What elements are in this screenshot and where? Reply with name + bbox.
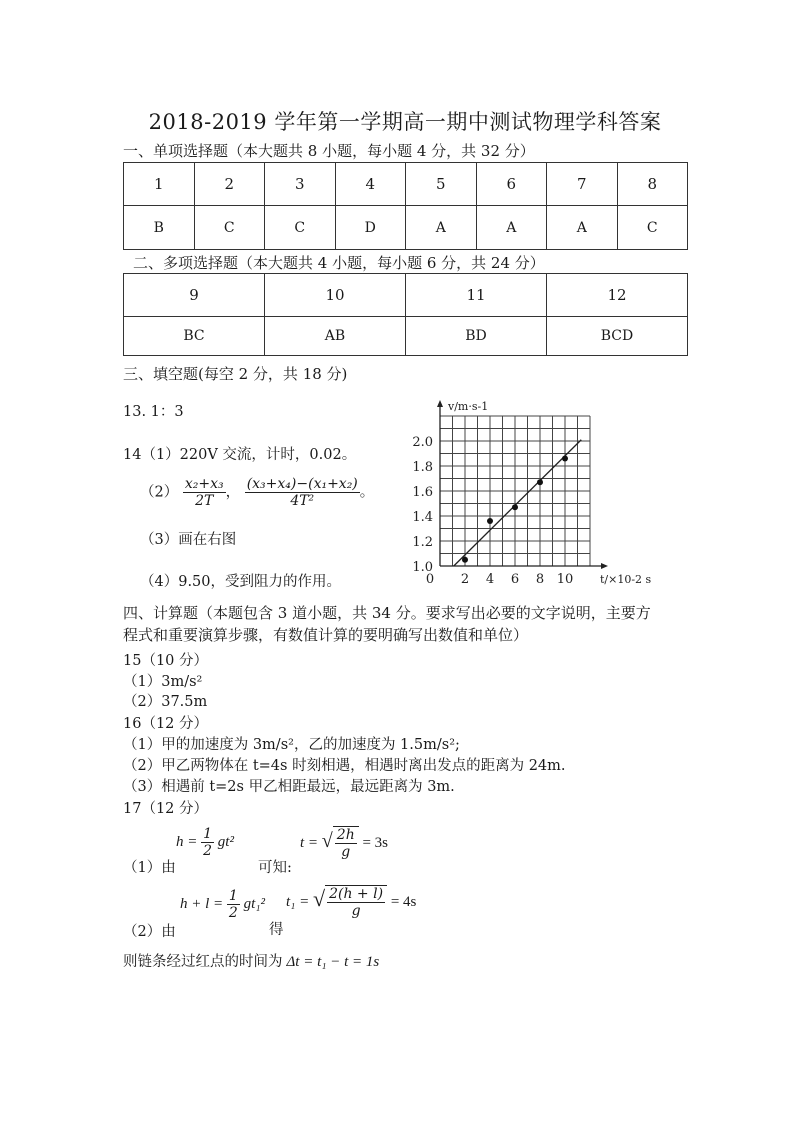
section4-heading-line1: 四、计算题（本题包含 3 道小题，共 34 分。要求写出必要的文字说明，主要方 xyxy=(123,604,651,622)
q17-2-mid: 得 xyxy=(269,922,284,938)
q17-1-sqrt-frac xyxy=(335,827,357,860)
single-choice-answer-5: A xyxy=(406,206,477,250)
single-choice-answer-7: A xyxy=(547,206,618,250)
q15-answer-2: （2）37.5m xyxy=(123,694,208,710)
answer-14-2-label: （2） xyxy=(140,484,179,501)
y-tick-label: 1.8 xyxy=(412,460,433,475)
fraction-1-den: 2T xyxy=(195,493,214,509)
multi-choice-answer-3: BD xyxy=(406,317,547,356)
section1-heading: 一、单项选择题（本大题共 8 小题，每小题 4 分，共 32 分） xyxy=(123,142,535,160)
single-choice-number-6: 6 xyxy=(476,163,547,206)
q17-1-half-den: 2 xyxy=(203,843,213,859)
section3-heading: 三、填空题(每空 2 分，共 18 分) xyxy=(123,365,348,383)
answer-14-2 xyxy=(140,476,374,509)
q17-1-half xyxy=(201,826,214,859)
answer-14-4: （4）9.50，受到阻力的作用。 xyxy=(140,574,342,590)
section2-heading: 二、多项选择题（本大题共 4 小题，每小题 6 分，共 24 分） xyxy=(133,254,545,272)
q15-heading: 15（10 分） xyxy=(123,653,209,669)
answer-14-2-end: 。 xyxy=(359,484,375,501)
y-tick-label: 1.6 xyxy=(412,485,433,500)
y-tick-label: 2.0 xyxy=(412,435,433,450)
origin-label: 0 xyxy=(425,572,435,587)
q17-2-prefix: （2）由 xyxy=(123,924,176,940)
x-tick-label: 10 xyxy=(556,572,574,587)
single-choice-number-1: 1 xyxy=(124,163,195,206)
q17-2-sqrt-den: g xyxy=(351,903,361,919)
multi-choice-number-4: 12 xyxy=(547,274,688,317)
fraction-2-num: (x₃+x₄)−(x₁+x₂) xyxy=(246,476,358,492)
q17-2-lhs: h + l = xyxy=(180,895,224,912)
data-point xyxy=(562,456,568,462)
q17-3-line xyxy=(123,950,379,971)
sqrt-sign-icon: √ xyxy=(313,885,326,911)
velocity-time-chart xyxy=(408,398,660,590)
single-choice-number-2: 2 xyxy=(194,163,265,206)
q17-3-text: 则链条经过红点的时间为 xyxy=(123,954,283,970)
y-tick-label: 1.0 xyxy=(412,560,433,575)
q17-2-t: t₁ = xyxy=(286,893,310,910)
q17-1-formula-t xyxy=(300,826,388,860)
q17-1-rhs: gt² xyxy=(217,833,234,850)
fraction-1-num: x₂+x₃ xyxy=(184,476,224,492)
fraction-2 xyxy=(245,476,360,509)
q17-1-sqrt-num: 2h xyxy=(336,827,355,843)
answer-13: 13. 1：3 xyxy=(123,404,184,420)
data-point xyxy=(462,557,468,563)
q17-1-sqrt-den: g xyxy=(341,844,351,860)
y-axis-label: v/m·s-1 xyxy=(448,400,489,413)
q15-answer-1: （1）3m/s² xyxy=(123,674,203,690)
fraction-2-den: 4T² xyxy=(290,493,315,509)
data-point xyxy=(487,518,493,524)
q17-1-half-num: 1 xyxy=(203,826,213,842)
multi-choice-number-1: 9 xyxy=(124,274,265,317)
single-choice-answer-1: B xyxy=(124,206,195,250)
q17-2-half-num: 1 xyxy=(228,888,238,904)
q17-2-formula-hl xyxy=(180,888,265,921)
q17-2-sqrt-frac xyxy=(327,886,385,919)
single-choice-number-8: 8 xyxy=(617,163,688,206)
single-choice-number-7: 7 xyxy=(547,163,618,206)
multi-choice-answer-2: AB xyxy=(265,317,406,356)
x-tick-label: 4 xyxy=(485,572,495,587)
page-title: 2018-2019 学年第一学期高一期中测试物理学科答案 xyxy=(148,110,662,134)
q17-2-sqrt-num: 2(h + l) xyxy=(329,886,384,902)
q16-answer-1: （1）甲的加速度为 3m/s²，乙的加速度为 1.5m/s²; xyxy=(123,737,460,753)
q17-1-result: = 3s xyxy=(362,834,389,851)
y-axis-arrow-icon xyxy=(437,400,443,407)
q17-2-half xyxy=(227,888,240,921)
q17-heading: 17（12 分） xyxy=(123,801,209,817)
q17-1-lhs: h = xyxy=(176,833,198,850)
q17-3-formula: Δt = t₁ − t = 1s xyxy=(286,954,380,970)
q16-answer-2: （2）甲乙两物体在 t=4s 时刻相遇，相遇时离出发点的距离为 24m. xyxy=(123,758,566,774)
q17-1-t: t = xyxy=(300,834,319,851)
q16-heading: 16（12 分） xyxy=(123,716,209,732)
x-axis-label: t/×10-2 s xyxy=(600,573,652,586)
x-tick-label: 6 xyxy=(510,572,520,587)
q17-2-formula-t xyxy=(286,885,416,919)
y-tick-label: 1.4 xyxy=(412,510,433,525)
q17-1-formula-h xyxy=(176,826,234,859)
q17-2-rhs: gt₁² xyxy=(243,895,265,912)
sqrt-sign-icon: √ xyxy=(321,829,333,852)
multi-choice-answer-4: BCD xyxy=(547,317,688,356)
multi-choice-table xyxy=(123,273,688,356)
x-axis-arrow-icon xyxy=(601,563,608,569)
q16-answer-3: （3）相遇前 t=2s 甲乙相距最远，最远距离为 3m. xyxy=(123,779,455,795)
y-tick-label: 1.2 xyxy=(412,535,433,550)
single-choice-number-3: 3 xyxy=(265,163,336,206)
section4-heading-line2: 程式和重要演算步骤，有数值计算的要明确写出数值和单位） xyxy=(123,626,529,644)
single-choice-answer-2: C xyxy=(194,206,265,250)
q17-2-result: = 4s xyxy=(390,893,417,910)
single-choice-answer-8: C xyxy=(617,206,688,250)
answer-14-2-sep: ， xyxy=(225,484,241,501)
q17-2-half-den: 2 xyxy=(228,905,238,921)
x-tick-label: 8 xyxy=(535,572,545,587)
answer-14-1: 14（1）220V 交流，计时，0.02。 xyxy=(123,447,357,463)
multi-choice-number-3: 11 xyxy=(406,274,547,317)
data-point xyxy=(512,504,518,510)
single-choice-answer-6: A xyxy=(476,206,547,250)
data-point xyxy=(537,479,543,485)
answer-14-3: （3）画在右图 xyxy=(140,532,237,548)
q17-1-mid: 可知: xyxy=(258,860,292,876)
single-choice-number-4: 4 xyxy=(335,163,406,206)
multi-choice-answer-1: BC xyxy=(124,317,265,356)
single-choice-answer-3: C xyxy=(265,206,336,250)
single-choice-table xyxy=(123,162,688,250)
q17-1-prefix: （1）由 xyxy=(123,860,176,876)
multi-choice-number-2: 10 xyxy=(265,274,406,317)
x-tick-label: 2 xyxy=(460,572,470,587)
single-choice-answer-4: D xyxy=(335,206,406,250)
single-choice-number-5: 5 xyxy=(406,163,477,206)
fraction-1 xyxy=(183,476,226,509)
